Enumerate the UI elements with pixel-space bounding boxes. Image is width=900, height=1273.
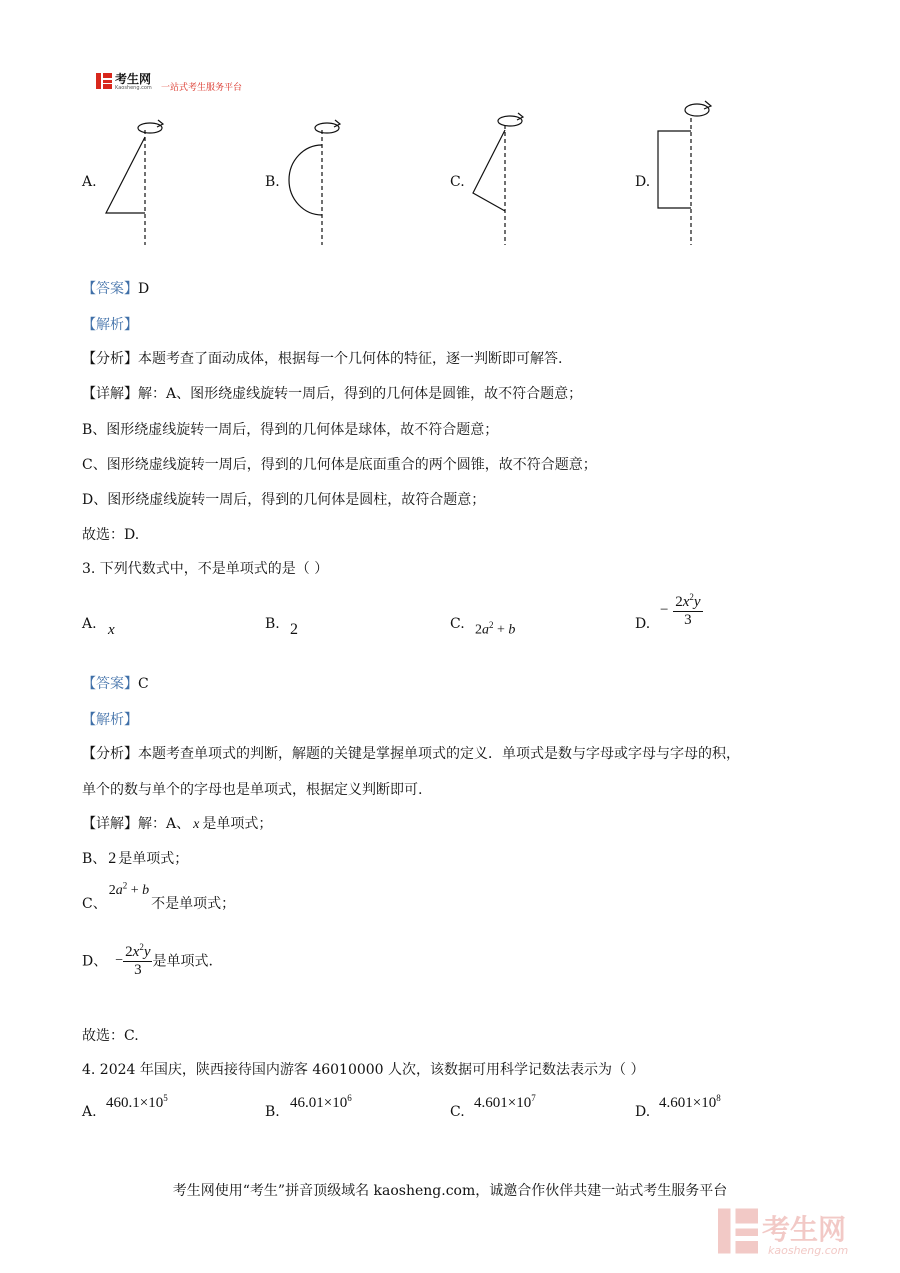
q4-option-a-value: $460.1\times 10^5$ (106, 1093, 168, 1111)
q3-analysis-label: 【解析】 (82, 712, 138, 728)
q2-fenxi (82, 348, 562, 368)
q4-option-d-value: $4.601\times 10^8$ (659, 1093, 721, 1111)
q3-conclusion: 故选：C. (82, 1028, 139, 1044)
figure-a-triangle (106, 120, 163, 245)
fenxi-label: 【分析】 (82, 351, 138, 367)
q4-option-c-label: C. (450, 1104, 465, 1120)
q3-xiangjie: 【详解】解：A、 x 是单项式； (82, 816, 273, 832)
q4-option-b-label: B. (265, 1104, 280, 1120)
q2-conclusion: 故选：D. (82, 527, 140, 543)
q3-line-d: D、 − $\frac{2x^2y}{3}$ 是单项式. (82, 942, 213, 978)
q3-option-a-label: A. (82, 616, 97, 632)
xiangjie-text: 解：A、图形绕虚线旋转一周后，得到的几何体是圆锥，故不符合题意； (138, 386, 583, 402)
q2-analysis-label: 【解析】 (82, 317, 138, 333)
figure-d-rectangle (658, 101, 711, 245)
q3-answer: 【答案】C (82, 676, 149, 692)
q2-line-b: B、图形绕虚线旋转一周后，得到的几何体是球体，故不符合题意； (82, 422, 499, 438)
q3-option-b-label: B. (265, 616, 280, 632)
logo-domain: Kaosheng.com (115, 85, 152, 91)
q2-line-d: D、图形绕虚线旋转一周后，得到的几何体是圆柱，故符合题意； (82, 492, 486, 508)
q3-fenxi-cont: 单个的数与单个的字母也是单项式，根据定义判断即可. (82, 782, 423, 798)
logo-tagline: 一站式考生服务平台 (161, 83, 243, 93)
logo-name: 考生网 (115, 72, 152, 86)
q3-option-d-expr: − $\frac{2x^2y}{3}$ (660, 592, 701, 628)
watermark-text: 考生网 (762, 1213, 847, 1246)
footer-text: 考生网使用“考生”拼音顶级域名 kaosheng.com，诚邀合作伙伴共建一站式考生服务平台 (172, 1183, 728, 1199)
q4-option-d-label: D. (635, 1104, 651, 1120)
figure-c-triangle (473, 113, 523, 245)
q2-option-a-label: A. (82, 174, 97, 190)
q2-option-c-label: C. (450, 174, 465, 190)
q3-line-c: C、$2a^2 + b$不是单项式； (82, 880, 236, 912)
q2-xiangjie (82, 383, 582, 403)
q3-option-d-label: D. (635, 616, 651, 632)
fenxi-text: 本题考查了面动成体，根据每一个几何体的特征，逐一判断即可解答. (138, 351, 563, 367)
q3-line-b: B、 2 是单项式； (82, 850, 189, 867)
watermark-logo-icon (718, 1208, 758, 1254)
q4-option-c-value: $4.601\times 10^7$ (474, 1093, 536, 1111)
q3-option-c-expr: $2a^2 + b$ (475, 620, 516, 638)
q2-option-b-label: B. (265, 174, 280, 190)
figure-b-semicircle (289, 120, 340, 245)
q2-figures (0, 0, 900, 260)
q3-option-c-label: C. (450, 616, 465, 632)
q3-fenxi: 【分析】本题考查单项式的判断，解题的关键是掌握单项式的定义．单项式是数与字母或字母与字母的积， (82, 746, 740, 762)
answer-label: 【答案】 (82, 281, 138, 297)
q4-option-a-label: A. (82, 1104, 97, 1120)
xiangjie-label: 【详解】 (82, 386, 138, 402)
q2-answer (82, 278, 149, 298)
watermark-domain: kaosheng.com (768, 1244, 849, 1257)
q2-line-c: C、图形绕虚线旋转一周后，得到的几何体是底面重合的两个圆锥，故不符合题意； (82, 457, 597, 473)
q3-option-a-expr: x (108, 622, 115, 638)
q3-option-b-expr: 2 (290, 621, 298, 638)
answer-value: D (138, 281, 150, 297)
rotation-arrow-icon (138, 123, 162, 133)
q4-option-b-value: $46.01\times 10^6$ (290, 1093, 352, 1111)
q3-stem: 3. 下列代数式中，不是单项式的是（ ） (82, 561, 329, 577)
q2-option-d-label: D. (635, 174, 651, 190)
q4-stem: 4. 2024 年国庆，陕西接待国内游客 46010000 人次，该数据可用科学记数法表示为（ ） (82, 1062, 645, 1078)
